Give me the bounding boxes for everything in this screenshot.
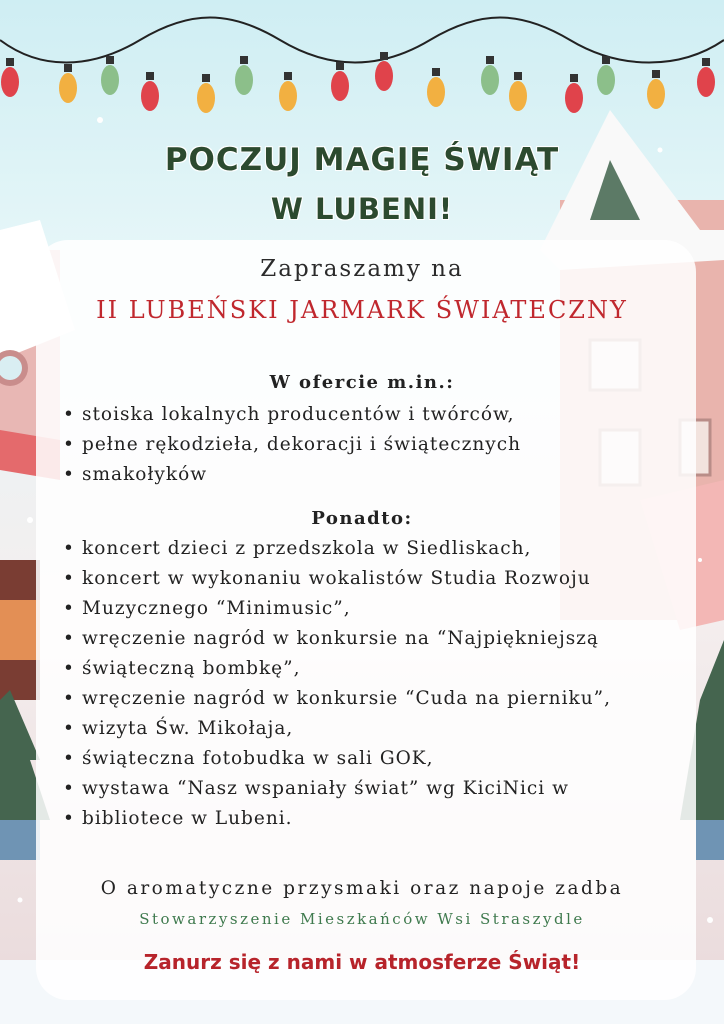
- call-to-action: Zanurz się z nami w atmosferze Świąt!: [143, 950, 581, 974]
- list-item-continuation: • świąteczną bombkę”,: [62, 654, 611, 684]
- list-item-continuation: • smakołyków: [62, 460, 521, 490]
- list-item: • koncert w wykonaniu wokalistów Studia Rozwoju: [62, 564, 611, 594]
- list-item-continuation: • Muzycznego “Minimusic”,: [62, 594, 611, 624]
- event-name: II LUBEŃSKI JARMARK ŚWIĄTECZNY: [96, 296, 628, 324]
- extra-heading: Ponadto:: [311, 508, 413, 529]
- light-bulb-icon: [1, 58, 19, 97]
- light-bulb-icon: [59, 64, 77, 103]
- light-bulb-icon: [481, 56, 499, 95]
- offer-heading: W ofercie m.in.:: [269, 372, 455, 393]
- list-item: • koncert dzieci z przedszkola w Siedliskach,: [62, 534, 611, 564]
- headline-line-2: W LUBENI!: [270, 192, 454, 226]
- association-name: Stowarzyszenie Mieszkańców Wsi Straszydle: [139, 910, 585, 928]
- light-bulb-icon: [597, 56, 615, 95]
- extra-list: [62, 534, 611, 834]
- light-bulb-icon: [647, 70, 665, 109]
- invite-text: Zapraszamy na: [260, 256, 464, 282]
- list-item-continuation: • pełne rękodzieła, dekoracji i świątecznych: [62, 430, 521, 460]
- offer-list: [62, 400, 521, 490]
- headline-line-1: POCZUJ MAGIĘ ŚWIĄT: [164, 142, 560, 178]
- light-bulb-icon: [101, 56, 119, 95]
- list-item-continuation: • bibliotece w Lubeni.: [62, 804, 611, 834]
- light-bulb-icon: [235, 56, 253, 95]
- list-item: • wizyta Św. Mikołaja,: [62, 714, 611, 744]
- list-item: • wręczenie nagród w konkursie na “Najpiękniejszą: [62, 624, 611, 654]
- light-bulb-icon: [565, 74, 583, 113]
- list-item: • wystawa “Nasz wspaniały świat” wg KiciNici w: [62, 774, 611, 804]
- list-item: • stoiska lokalnych producentów i twórców,: [62, 400, 521, 430]
- light-bulb-icon: [197, 74, 215, 113]
- christmas-lights: [0, 0, 724, 140]
- light-bulb-icon: [427, 68, 445, 107]
- list-item: • świąteczna fotobudka w sali GOK,: [62, 744, 611, 774]
- light-bulb-icon: [697, 58, 715, 97]
- light-bulb-icon: [279, 72, 297, 111]
- light-bulb-icon: [331, 62, 349, 101]
- light-bulb-icon: [509, 72, 527, 111]
- light-bulb-icon: [141, 72, 159, 111]
- list-item: • wręczenie nagród w konkursie “Cuda na pierniku”,: [62, 684, 611, 714]
- refreshments-text: O aromatyczne przysmaki oraz napoje zadba: [100, 878, 624, 899]
